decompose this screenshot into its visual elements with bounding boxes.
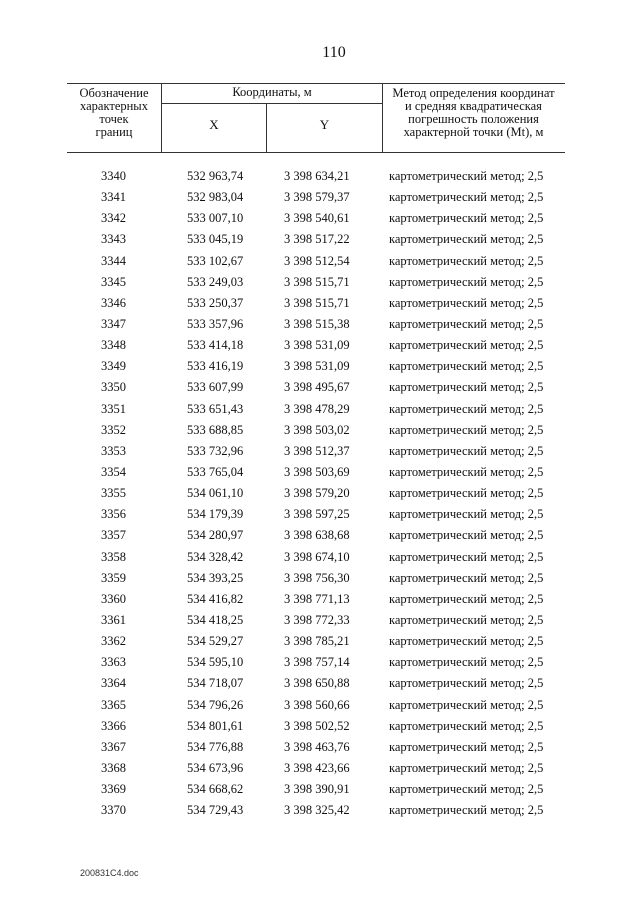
coord-x: 532 983,04 <box>187 190 244 205</box>
coord-y: 3 398 579,20 <box>284 486 350 501</box>
point-number: 3353 <box>101 443 126 458</box>
table-row <box>67 568 565 589</box>
coord-x: 532 963,74 <box>187 169 244 183</box>
point-number: 3360 <box>101 591 126 606</box>
coord-y: 3 398 757,14 <box>284 655 350 670</box>
coord-x: 533 414,18 <box>187 338 244 353</box>
table-row <box>67 229 565 250</box>
point-number: 3368 <box>101 760 126 775</box>
coord-y: 3 398 674,10 <box>284 549 350 564</box>
coord-x: 533 045,19 <box>187 232 244 247</box>
point-number: 3341 <box>101 190 126 205</box>
coord-y: 3 398 478,29 <box>284 401 350 416</box>
table-row <box>67 779 565 800</box>
header-point-name: Обозначение характерных точек границ <box>79 86 149 139</box>
point-number: 3348 <box>101 338 126 353</box>
coord-y: 3 398 423,66 <box>284 760 350 775</box>
coord-y: 3 398 517,22 <box>284 232 350 247</box>
table-row <box>67 441 565 462</box>
point-number: 3356 <box>101 507 126 522</box>
point-number: 3370 <box>101 803 126 818</box>
header-y: Y <box>319 117 330 132</box>
table-row <box>67 462 565 483</box>
coord-x: 533 357,96 <box>187 316 244 331</box>
point-number: 3340 <box>101 169 126 183</box>
table-row <box>67 335 565 356</box>
method-value: картометрический метод; 2,5 <box>389 570 544 585</box>
coord-x: 534 061,10 <box>187 486 244 501</box>
method-value: картометрический метод; 2,5 <box>389 507 544 522</box>
table-header <box>67 83 565 153</box>
coord-y: 3 398 785,21 <box>284 634 350 649</box>
method-value: картометрический метод; 2,5 <box>389 718 544 733</box>
coord-y: 3 398 503,02 <box>284 422 350 437</box>
coord-x: 534 668,62 <box>187 782 244 797</box>
coord-y: 3 398 325,42 <box>284 803 350 818</box>
point-number: 3352 <box>101 422 126 437</box>
coord-x: 534 595,10 <box>187 655 244 670</box>
method-value: картометрический метод; 2,5 <box>389 634 544 649</box>
method-value: картометрический метод; 2,5 <box>389 253 544 268</box>
table-row <box>67 716 565 737</box>
point-number: 3347 <box>101 316 126 331</box>
coord-y: 3 398 772,33 <box>284 612 350 627</box>
coord-y: 3 398 515,71 <box>284 295 350 310</box>
table-row <box>67 525 565 546</box>
coord-x: 534 776,88 <box>187 739 244 754</box>
table-row <box>67 631 565 652</box>
coord-y: 3 398 463,76 <box>284 739 350 754</box>
coord-y: 3 398 579,37 <box>284 190 350 205</box>
header-coordinates-title: Координаты, м <box>162 84 382 104</box>
method-value: картометрический метод; 2,5 <box>389 338 544 353</box>
table-row <box>67 673 565 694</box>
coord-y: 3 398 495,67 <box>284 380 350 395</box>
table-row <box>67 208 565 229</box>
method-value: картометрический метод; 2,5 <box>389 591 544 606</box>
method-value: картометрический метод; 2,5 <box>389 760 544 775</box>
table-row <box>67 420 565 441</box>
method-value: картометрический метод; 2,5 <box>389 655 544 670</box>
method-value: картометрический метод; 2,5 <box>389 190 544 205</box>
method-value: картометрический метод; 2,5 <box>389 612 544 627</box>
table-row <box>67 166 565 187</box>
point-number: 3355 <box>101 486 126 501</box>
coord-x: 533 102,67 <box>187 253 244 268</box>
coord-x: 533 732,96 <box>187 443 244 458</box>
coord-y: 3 398 503,69 <box>284 464 350 479</box>
point-number: 3359 <box>101 570 126 585</box>
method-value: картометрический метод; 2,5 <box>389 782 544 797</box>
coord-y: 3 398 638,68 <box>284 528 350 543</box>
coord-x: 533 249,03 <box>187 274 244 289</box>
method-value: картометрический метод; 2,5 <box>389 316 544 331</box>
coord-x: 533 607,99 <box>187 380 244 395</box>
coordinates-table <box>67 83 565 821</box>
method-value: картометрический метод; 2,5 <box>389 359 544 374</box>
coord-x: 534 393,25 <box>187 570 244 585</box>
point-number: 3357 <box>101 528 126 543</box>
point-number: 3350 <box>101 380 126 395</box>
point-number: 3362 <box>101 634 126 649</box>
coord-x: 534 718,07 <box>187 676 244 691</box>
page-number: 110 <box>322 44 346 61</box>
method-value: картометрический метод; 2,5 <box>389 443 544 458</box>
method-value: картометрический метод; 2,5 <box>389 803 544 818</box>
method-value: картометрический метод; 2,5 <box>389 380 544 395</box>
point-number: 3351 <box>101 401 126 416</box>
table-row <box>67 483 565 504</box>
table-row <box>67 758 565 779</box>
method-value: картометрический метод; 2,5 <box>389 232 544 247</box>
method-value: картометрический метод; 2,5 <box>389 676 544 691</box>
point-number: 3342 <box>101 211 126 226</box>
coord-x: 534 328,42 <box>187 549 244 564</box>
coord-x: 533 688,85 <box>187 422 244 437</box>
table-row <box>67 399 565 420</box>
coord-x: 534 416,82 <box>187 591 244 606</box>
point-number: 3354 <box>101 464 126 479</box>
coord-x: 534 280,97 <box>187 528 244 543</box>
coord-y: 3 398 560,66 <box>284 697 350 712</box>
method-value: картометрический метод; 2,5 <box>389 464 544 479</box>
coord-x: 534 529,27 <box>187 634 244 649</box>
point-number: 3344 <box>101 253 126 268</box>
table-row <box>67 652 565 673</box>
table-row <box>67 547 565 568</box>
coord-y: 3 398 502,52 <box>284 718 350 733</box>
coord-y: 3 398 390,91 <box>284 782 350 797</box>
point-number: 3345 <box>101 274 126 289</box>
point-number: 3366 <box>101 718 126 733</box>
point-number: 3346 <box>101 295 126 310</box>
method-value: картометрический метод; 2,5 <box>389 697 544 712</box>
coord-x: 534 801,61 <box>187 718 244 733</box>
table-row <box>67 589 565 610</box>
method-value: картометрический метод; 2,5 <box>389 739 544 754</box>
method-value: картометрический метод; 2,5 <box>389 401 544 416</box>
method-value: картометрический метод; 2,5 <box>389 422 544 437</box>
coord-y: 3 398 650,88 <box>284 676 350 691</box>
method-value: картометрический метод; 2,5 <box>389 169 544 183</box>
method-value: картометрический метод; 2,5 <box>389 528 544 543</box>
coord-x: 533 416,19 <box>187 359 244 374</box>
point-number: 3364 <box>101 676 126 691</box>
coord-y: 3 398 531,09 <box>284 359 350 374</box>
point-number: 3369 <box>101 782 126 797</box>
header-method: Метод определения координат и средняя квадратическая погрешность положения характерной точки (Mt), м <box>392 86 555 139</box>
coord-y: 3 398 634,21 <box>284 169 350 183</box>
coord-x: 533 007,10 <box>187 211 244 226</box>
table-row <box>67 377 565 398</box>
point-number: 3358 <box>101 549 126 564</box>
coord-y: 3 398 771,13 <box>284 591 350 606</box>
table-row <box>67 314 565 335</box>
coord-x: 534 418,25 <box>187 612 244 627</box>
table-row <box>67 356 565 377</box>
point-number: 3365 <box>101 697 126 712</box>
method-value: картометрический метод; 2,5 <box>389 549 544 564</box>
table-row <box>67 695 565 716</box>
coord-x: 533 250,37 <box>187 295 244 310</box>
table-row <box>67 293 565 314</box>
method-value: картометрический метод; 2,5 <box>389 486 544 501</box>
table-row <box>67 800 565 821</box>
coord-x: 534 673,96 <box>187 760 244 775</box>
point-number: 3349 <box>101 359 126 374</box>
table-row <box>67 272 565 293</box>
coord-y: 3 398 515,38 <box>284 316 350 331</box>
coord-x: 534 729,43 <box>187 803 244 818</box>
coord-y: 3 398 512,54 <box>284 253 350 268</box>
coord-x: 533 651,43 <box>187 401 244 416</box>
coord-y: 3 398 531,09 <box>284 338 350 353</box>
table-row <box>67 187 565 208</box>
table-body <box>67 166 565 821</box>
method-value: картометрический метод; 2,5 <box>389 295 544 310</box>
method-value: картометрический метод; 2,5 <box>389 274 544 289</box>
table-row <box>67 610 565 631</box>
point-number: 3361 <box>101 612 126 627</box>
header-coordinates <box>161 84 383 152</box>
point-number: 3367 <box>101 739 126 754</box>
coord-y: 3 398 512,37 <box>284 443 350 458</box>
coord-y: 3 398 540,61 <box>284 211 350 226</box>
coord-x: 534 179,39 <box>187 507 244 522</box>
coord-y: 3 398 515,71 <box>284 274 350 289</box>
header-x: X <box>162 104 267 152</box>
point-number: 3343 <box>101 232 126 247</box>
coord-y: 3 398 597,25 <box>284 507 350 522</box>
table-row <box>67 504 565 525</box>
coord-x: 533 765,04 <box>187 464 244 479</box>
coord-x: 534 796,26 <box>187 697 244 712</box>
point-number: 3363 <box>101 655 126 670</box>
table-row <box>67 737 565 758</box>
method-value: картометрический метод; 2,5 <box>389 211 544 226</box>
table-row <box>67 251 565 272</box>
footer-filename: 200831С4.doc <box>80 868 139 878</box>
coord-y: 3 398 756,30 <box>284 570 350 585</box>
